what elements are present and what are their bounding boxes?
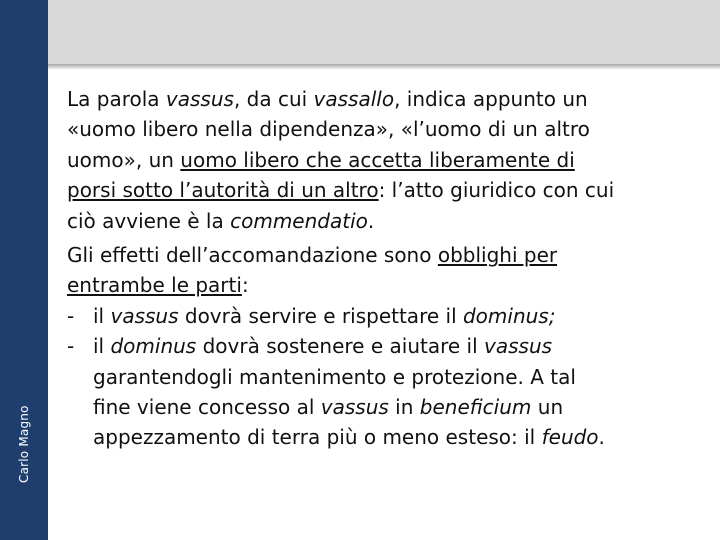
text-line: «uomo libero nella dipendenza», «l’uomo di un altro	[67, 117, 590, 142]
underlined-text: porsi sotto l’autorità di un altro	[67, 178, 379, 203]
list-item-dominus-duty	[67, 331, 715, 361]
text-line	[67, 84, 715, 114]
text-span: il	[93, 303, 111, 328]
text-line	[67, 392, 715, 422]
sidebar	[0, 0, 48, 540]
text-span: .	[367, 208, 375, 233]
text-span: , indica appunto un	[394, 87, 588, 111]
term-dominus: dominus	[110, 334, 197, 359]
underlined-text: obblighi per	[437, 243, 558, 268]
text-span: fine viene concesso al	[93, 395, 321, 420]
text-span: : l’atto giuridico con cui	[378, 178, 615, 203]
term-vassus: vassus	[110, 303, 179, 328]
text-span: .	[598, 425, 605, 450]
term-vassus: vassus	[165, 87, 234, 111]
text-line	[67, 422, 715, 452]
header-shadow	[48, 64, 720, 70]
underlined-text: uomo libero che accetta liberamente di	[180, 147, 575, 172]
text-line: garantendogli mantenimento e protezione. A tal	[93, 364, 576, 389]
text-span: dovrà sostenere e aiutare il	[196, 334, 485, 359]
text-span: appezzamento di terra più o meno esteso: il	[93, 425, 542, 450]
text-span: ciò avviene è la	[67, 208, 231, 233]
header-band	[48, 0, 720, 64]
term-commendatio: commendatio	[230, 208, 368, 233]
text-line	[67, 175, 715, 205]
text-span: La parola	[67, 87, 166, 111]
dash-bullet: -	[67, 303, 75, 328]
term-beneficium: beneficium	[419, 395, 532, 420]
paragraph-vassus-definition	[67, 84, 715, 236]
underlined-text: entrambe le parti	[67, 273, 242, 298]
text-span: dovrà servire e rispettare il	[178, 303, 463, 328]
text-span: uomo», un	[67, 147, 181, 172]
text-line	[67, 206, 715, 236]
text-line	[67, 240, 715, 270]
list-item-vassus-duty	[67, 301, 715, 331]
text-span: :	[241, 273, 249, 298]
text-line	[67, 145, 715, 175]
text-span: il	[93, 334, 111, 359]
dash-bullet: -	[67, 334, 75, 359]
text-span: in	[388, 395, 420, 420]
term-feudo: feudo	[541, 425, 599, 450]
text-span: , da cui	[233, 87, 314, 111]
sidebar-title: Carlo Magno	[17, 405, 31, 483]
slide-body	[67, 84, 715, 453]
term-dominus: dominus;	[462, 303, 556, 328]
text-span: un	[531, 395, 564, 420]
paragraph-effects	[67, 240, 715, 301]
term-vassus: vassus	[484, 334, 553, 359]
term-vassus: vassus	[320, 395, 389, 420]
text-line	[67, 270, 715, 300]
text-span: Gli effetti dell’accomandazione sono	[67, 243, 438, 268]
term-vassallo: vassallo	[313, 87, 395, 111]
